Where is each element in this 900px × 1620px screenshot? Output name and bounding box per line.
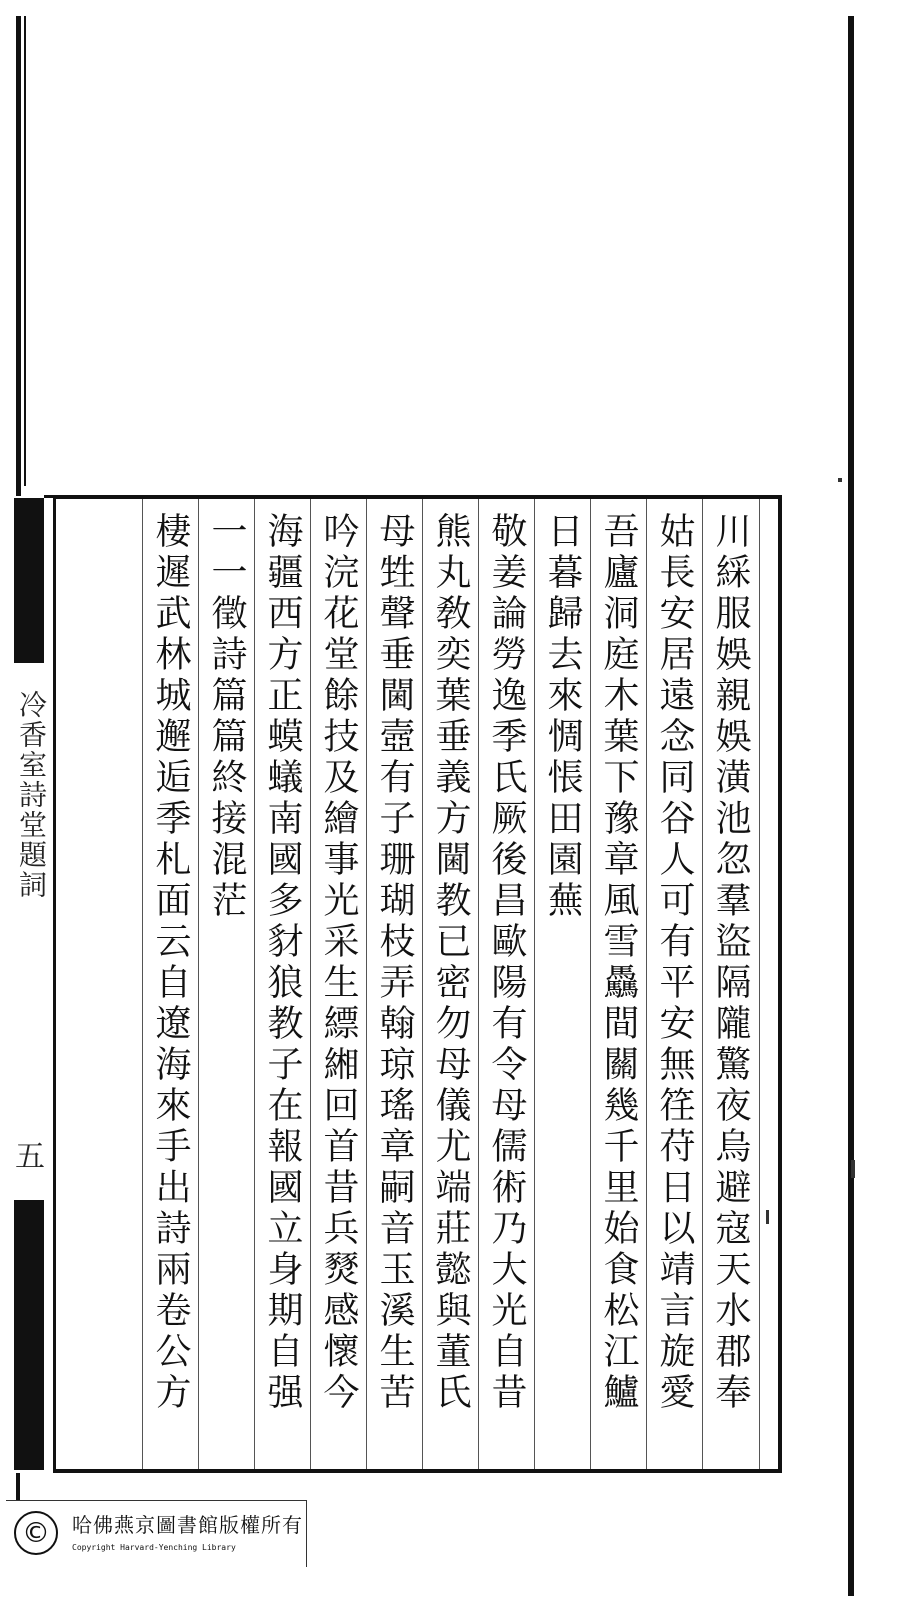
text-column: 母甡聲垂閫壼有子珊瑚枝弄翰琼瑤章嗣音玉溪生苦 bbox=[374, 512, 415, 1414]
text-column: 川綵服娛親娛潢池忽羣盜隔隴驚夜烏避寇天水郡奉 bbox=[710, 512, 751, 1414]
column-divider bbox=[759, 499, 760, 1469]
column-divider bbox=[142, 499, 143, 1469]
text-column: 吟浣花堂餘技及繪事光采生縹緗回首昔兵燹感懷今 bbox=[318, 512, 359, 1414]
text-column: 吾廬洞庭木葉下豫章風雪驫間關幾千里始食松江鱸 bbox=[598, 512, 639, 1414]
text-column: 敬姜論勞逸季氏厥後昌歐陽有令母儒術乃大光自昔 bbox=[486, 512, 527, 1414]
binding-rule-left-thin bbox=[24, 16, 26, 486]
column-divider bbox=[310, 499, 311, 1469]
column-divider bbox=[702, 499, 703, 1469]
text-column: 日暮歸去來惆悵田園蕪 bbox=[542, 512, 583, 922]
scan-speck bbox=[838, 478, 842, 482]
copyright-text-chinese: 哈佛燕京圖書館版權所有 bbox=[72, 1513, 303, 1537]
binding-rule-left bbox=[16, 16, 21, 496]
text-column: 熊丸敎奕葉垂義方閫教已密勿母儀尤端莊懿與董氏 bbox=[430, 512, 471, 1414]
scan-speck bbox=[851, 1160, 855, 1178]
column-divider bbox=[478, 499, 479, 1469]
text-column: 一一徵詩篇篇終接混茫 bbox=[206, 512, 247, 922]
column-divider bbox=[590, 499, 591, 1469]
column-divider bbox=[422, 499, 423, 1469]
binding-rule-lower-left bbox=[16, 1470, 20, 1500]
column-divider bbox=[646, 499, 647, 1469]
text-column: 海疆西方正蟆蟻南國多豺狼教子在報國立身期自强 bbox=[262, 512, 303, 1414]
column-divider bbox=[254, 499, 255, 1469]
column-divider bbox=[534, 499, 535, 1469]
text-column: 姑長安居遠念同谷人可有平安無䇮苻日以靖言旋愛 bbox=[654, 512, 695, 1414]
text-column: 棲遲武林城邂逅季札面云自遼海來手出詩兩卷公方 bbox=[150, 512, 191, 1414]
spine-title: 冷香室詩堂題詞 bbox=[15, 690, 48, 900]
binding-rule-right bbox=[848, 16, 854, 1596]
spine-fishtail-top bbox=[14, 498, 44, 663]
spine-page-number: 五 bbox=[9, 1140, 44, 1170]
spine-fishtail-bottom bbox=[14, 1200, 44, 1470]
copyright-icon: © bbox=[14, 1511, 58, 1555]
column-divider bbox=[198, 499, 199, 1469]
copyright-text-english: Copyright Harvard-Yenching Library bbox=[72, 1543, 236, 1552]
scan-speck bbox=[766, 1210, 769, 1224]
column-divider bbox=[366, 499, 367, 1469]
copyright-stamp bbox=[6, 1500, 307, 1567]
